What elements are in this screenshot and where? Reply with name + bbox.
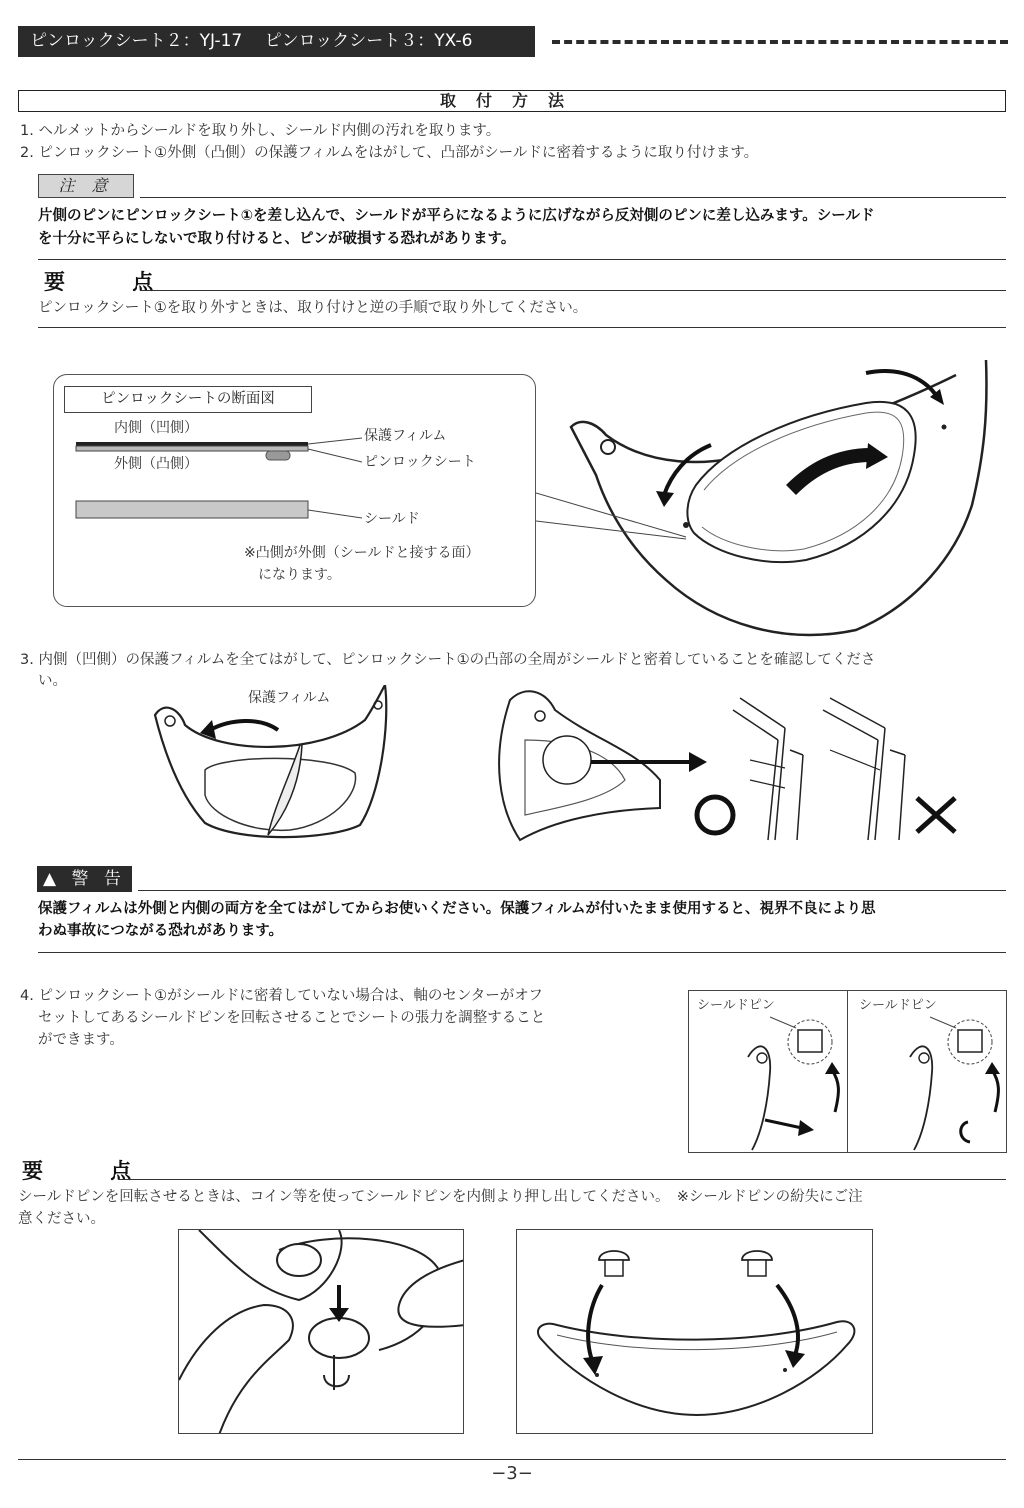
section-title: 取付方法 xyxy=(18,90,1006,112)
point-text-2-line-1: シールドピンを回転させるときは、コイン等を使ってシールドピンを内側より押し出してください。 ※シールドピンの紛失にご注 xyxy=(18,1189,863,1205)
cross-section-note-2: になります。 xyxy=(258,567,341,583)
coin-push-illustration xyxy=(179,1230,464,1434)
point-text-2-line-2: 意ください。 xyxy=(18,1211,105,1227)
inner-side-label: 内側（凹側） xyxy=(114,420,198,436)
step-4-line-2: セットしてあるシールドピンを回転させることでシートの張力を調整すること xyxy=(38,1010,546,1026)
header-title-bar: ピンロックシート２：YJ-17 ピンロックシート３：YX-6 xyxy=(18,26,535,57)
pin-removal-frame xyxy=(516,1229,873,1434)
warning-bottom-rule xyxy=(38,952,1006,953)
step-4-line-1: 4. ピンロックシート①がシールドに密着していない場合は、軸のセンターがオフ xyxy=(20,988,543,1004)
cross-section-note-1: ※凸側が外側（シールドと接する面） xyxy=(244,545,480,561)
header-dashed-line xyxy=(552,40,1008,44)
zoom-pointer-lines xyxy=(536,485,696,545)
warning-label xyxy=(37,866,132,892)
outer-side-label: 外側（凸側） xyxy=(114,456,198,472)
warning-line-2: わぬ事故につながる恐れがあります。 xyxy=(38,923,284,939)
film-callout: 保護フィルム xyxy=(364,428,447,444)
cross-section-drawing xyxy=(70,430,370,530)
point-text-1: ピンロックシート①を取り外すときは、取り付けと逆の手順で取り外してください。 xyxy=(38,300,588,316)
warning-line-1: 保護フィルムは外側と内側の両方を全てはがしてからお使いください。保護フィルムが付いたまま使用すると、視界不良により思 xyxy=(38,901,876,917)
shield-pin-label-2: シールドピン xyxy=(859,998,937,1013)
point-rule-1 xyxy=(140,290,1006,291)
step-2: 2. ピンロックシート①外側（凸側）の保護フィルムをはがして、凸部がシールドに密着するように取り付けます。 xyxy=(20,145,759,161)
warning-label-text: 警 告 xyxy=(71,869,126,889)
film-peel-label: 保護フィルム xyxy=(248,690,331,706)
step-3-line-1: 3. 内側（凹側）の保護フィルムを全てはがして、ピンロックシート①の凸部の全周がシールドと密着していることを確認してくださ xyxy=(20,652,876,668)
point-rule-2 xyxy=(118,1179,1006,1180)
shield-pin-illustration xyxy=(690,1012,1005,1152)
caution-bottom-rule xyxy=(38,259,1006,260)
step-4-line-3: ができます。 xyxy=(38,1032,124,1048)
film-peel-illustration xyxy=(150,685,395,845)
coin-illustration-frame xyxy=(178,1229,464,1434)
shield-callout: シールド xyxy=(364,511,420,527)
point-label-1: 要 点 xyxy=(44,270,184,294)
point-bottom-rule-1 xyxy=(38,327,1006,328)
caution-line-2: を十分に平らにしないで取り付けると、ピンが破損する恐れがあります。 xyxy=(38,231,516,247)
caution-line-1: 片側のピンにピンロックシート①を差し込んで、シールドが平らになるように広げながら反対側のピンに差し込みます。シールド xyxy=(38,208,875,224)
contact-check-illustration xyxy=(485,680,975,850)
footer-rule xyxy=(18,1459,1006,1460)
caution-label: 注 意 xyxy=(38,174,134,198)
cross-section-title: ピンロックシートの断面図 xyxy=(64,386,312,413)
step-3-line-2: い。 xyxy=(38,673,67,689)
caution-rule xyxy=(140,197,1006,198)
warning-icon: ▲ xyxy=(43,869,62,889)
page-number: −3− xyxy=(491,1463,533,1484)
sheet-callout: ピンロックシート xyxy=(364,454,476,470)
pin-removal-illustration xyxy=(517,1230,873,1434)
step-1: 1. ヘルメットからシールドを取り外し、シールド内側の汚れを取ります。 xyxy=(20,123,501,139)
warning-rule xyxy=(138,890,1006,891)
point-label-2: 要 点 xyxy=(22,1159,162,1183)
shield-pin-label-1: シールドピン xyxy=(697,998,775,1013)
